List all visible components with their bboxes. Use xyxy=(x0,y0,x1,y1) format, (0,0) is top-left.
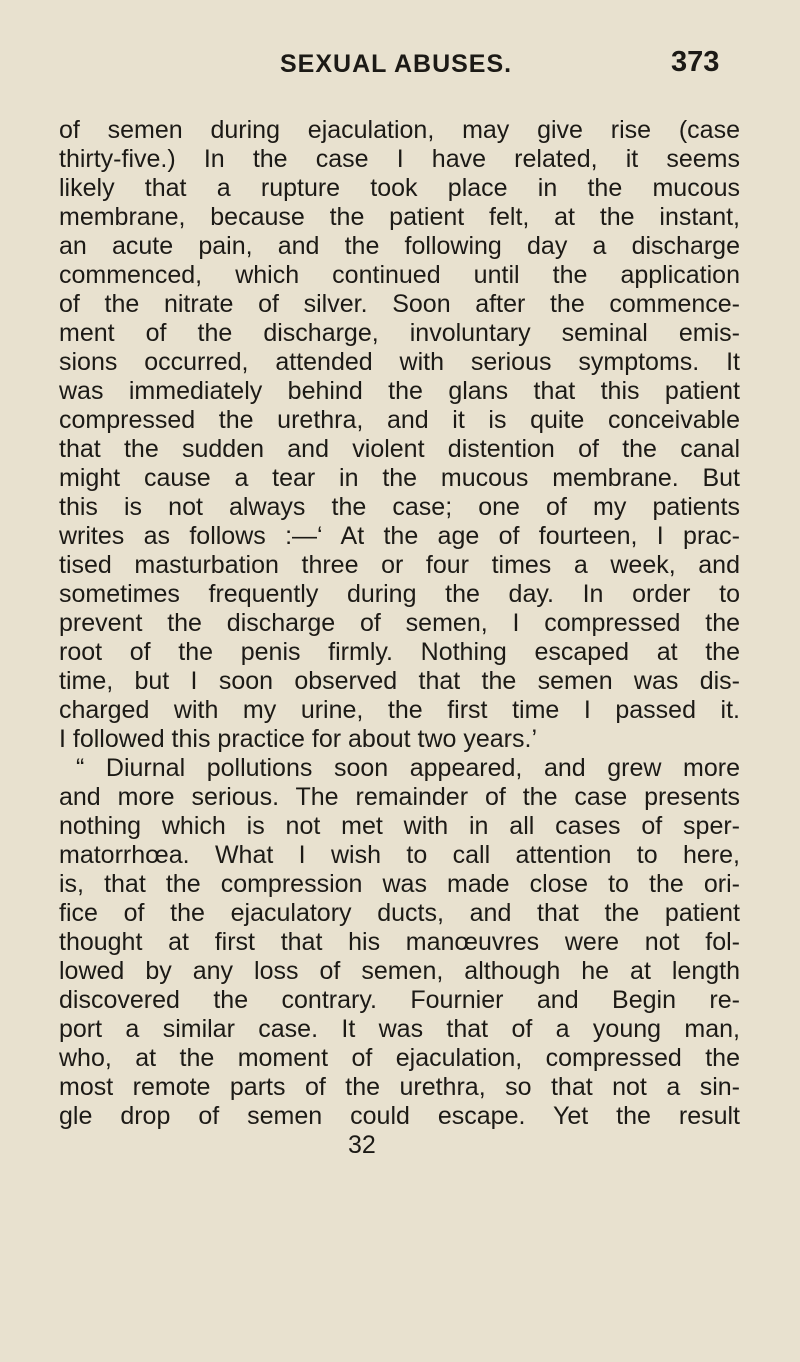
text-line: fice of the ejaculatory ducts, and that the patient xyxy=(59,899,740,927)
text-line: I followed this practice for about two years.’ xyxy=(59,725,538,753)
text-line: of semen during ejaculation, may give rise (case xyxy=(59,116,740,144)
text-line: sions occurred, attended with serious symptoms. It xyxy=(59,348,740,376)
text-line: compressed the urethra, and it is quite conceivable xyxy=(59,406,740,434)
text-line: nothing which is not met with in all cases of sper- xyxy=(59,812,740,840)
text-line: likely that a rupture took place in the mucous xyxy=(59,174,740,202)
text-line: was immediately behind the glans that this patient xyxy=(59,377,740,405)
text-line: an acute pain, and the following day a discharge xyxy=(59,232,740,260)
text-line: writes as follows :—‘ At the age of fourteen, I prac- xyxy=(59,522,740,550)
text-line: who, at the moment of ejaculation, compressed the xyxy=(59,1044,740,1072)
text-line: might cause a tear in the mucous membrane. But xyxy=(59,464,740,492)
text-line: root of the penis firmly. Nothing escaped at the xyxy=(59,638,740,666)
text-line: gle drop of semen could escape. Yet the result xyxy=(59,1102,740,1130)
text-line: of the nitrate of silver. Soon after the commence- xyxy=(59,290,740,318)
text-line: port a similar case. It was that of a young man, xyxy=(59,1015,740,1043)
text-line: sometimes frequently during the day. In order to xyxy=(59,580,740,608)
text-line: matorrhœa. What I wish to call attention to here, xyxy=(59,841,740,869)
text-line: thought at first that his manœuvres were not fol- xyxy=(59,928,740,956)
signature-mark: 32 xyxy=(348,1131,376,1159)
text-line: ment of the discharge, involuntary seminal emis- xyxy=(59,319,740,347)
text-line: prevent the discharge of semen, I compressed the xyxy=(59,609,740,637)
text-line: charged with my urine, the first time I passed it. xyxy=(59,696,740,724)
text-line: this is not always the case; one of my patients xyxy=(59,493,740,521)
text-line: that the sudden and violent distention of the canal xyxy=(59,435,740,463)
text-line: “ Diurnal pollutions soon appeared, and grew more xyxy=(76,754,740,782)
text-line: membrane, because the patient felt, at the instant, xyxy=(59,203,740,231)
text-line: lowed by any loss of semen, although he at length xyxy=(59,957,740,985)
text-line: commenced, which continued until the application xyxy=(59,261,740,289)
text-line: is, that the compression was made close to the ori- xyxy=(59,870,740,898)
text-line: tised masturbation three or four times a week, and xyxy=(59,551,740,579)
text-line: time, but I soon observed that the semen was dis- xyxy=(59,667,740,695)
text-line: and more serious. The remainder of the case presents xyxy=(59,783,740,811)
text-line: thirty-five.) In the case I have related, it seems xyxy=(59,145,740,173)
text-line: discovered the contrary. Fournier and Begin re- xyxy=(59,986,740,1014)
running-title: SEXUAL ABUSES. xyxy=(280,50,513,78)
text-line: most remote parts of the urethra, so that not a sin- xyxy=(59,1073,740,1101)
page-number: 373 xyxy=(671,46,720,78)
